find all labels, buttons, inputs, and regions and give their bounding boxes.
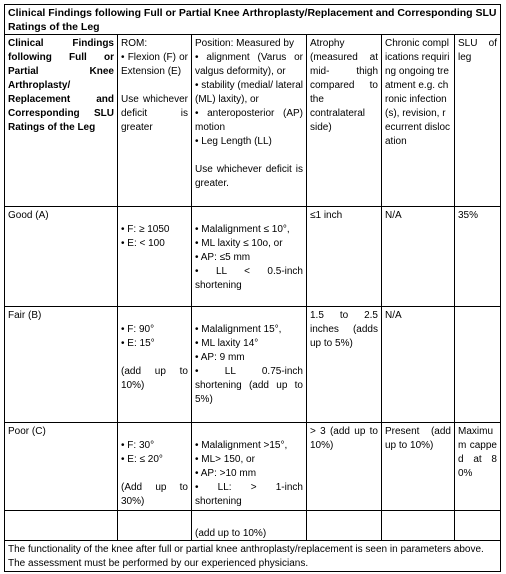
row-c-rom-note: (Add up to 30%) (121, 482, 188, 507)
row-c-position (192, 439, 306, 509)
list-item: • ML laxity 14° (195, 338, 259, 349)
header-rom-note: Use whichever deficit is greater (121, 94, 188, 133)
header-rom (118, 37, 191, 135)
row-c-grade: Poor (C) (8, 426, 46, 437)
row-c-rom (118, 439, 191, 509)
row-b-rom (118, 323, 191, 393)
header-atrophy: Atrophy (measured at mid- thigh compared to the contralateral side) (310, 38, 378, 133)
row-b-grade: Fair (B) (8, 310, 42, 321)
list-item: • E: ≤ 20° (121, 454, 163, 465)
row-a-chronic: N/A (385, 210, 402, 221)
header-position (192, 37, 306, 191)
row-b-chronic: N/A (385, 310, 402, 321)
header-position-note: Use whichever deficit is greater. (195, 164, 303, 189)
list-item: • E: < 100 (121, 238, 165, 249)
list-item: • ML> 150, or (195, 454, 255, 465)
header-position-item: • stability (medial/ lateral (ML) laxity), or (195, 80, 303, 105)
list-item: • F: ≥ 1050 (121, 224, 170, 235)
header-position-label: Position: Measured by (195, 38, 294, 49)
header-rom-label: ROM: (121, 38, 148, 49)
list-item: • Malalignment ≤ 10°, (195, 224, 290, 235)
list-item: • E: 15° (121, 338, 155, 349)
row-b-position (192, 323, 306, 407)
row-c-slu: Maximum capped at 80% (458, 426, 497, 479)
row-b-rom-note: (add up to 10%) (121, 366, 188, 391)
row-a-slu: 35% (458, 210, 479, 221)
list-item: • LL < 0.5-inch shortening (195, 266, 303, 291)
table-title: Clinical Findings following Full or Partial Knee Arthroplasty/Replacement and Corresponding SLU Ratings of the Leg (8, 7, 497, 33)
header-position-item: • alignment (Varus or valgus deformity), or (195, 52, 303, 77)
header-slu: SLU of leg (458, 38, 497, 63)
table-border-bottom (4, 571, 501, 572)
list-item: • ML laxity ≤ 10o, or (195, 238, 283, 249)
row-a-grade: Good (A) (8, 210, 49, 221)
row-c-chronic: Present (add up to 10%) (385, 426, 451, 451)
row-b-atrophy: 1.5 to 2.5 inches (adds up to 5%) (310, 310, 378, 349)
row-a-atrophy: ≤1 inch (310, 210, 343, 221)
title-divider (4, 34, 501, 35)
list-item: • LL: > 1-inch shortening (195, 482, 303, 507)
header-chronic: Chronic complications requiring ongoing treatment e.g. chronic infection(s), revision, recurrent dislocation (385, 38, 451, 147)
table-border-top (4, 4, 501, 5)
row-a-position (192, 223, 306, 293)
table-border-right (500, 4, 501, 572)
header-divider (4, 206, 501, 207)
header-rom-item: • Flexion (F) or Extension (E) (121, 52, 188, 77)
row-c-atrophy: > 3 (add up to 10%) (310, 426, 378, 451)
list-item: • F: 30° (121, 440, 155, 451)
list-item: • LL 0.75-inch shortening (add up to 5%) (195, 366, 303, 405)
list-item: • AP: ≤5 mm (195, 252, 251, 263)
list-item: • Malalignment 15°, (195, 324, 282, 335)
row-a-rom (118, 223, 191, 251)
row-divider-b (4, 422, 501, 423)
header-position-item: • Leg Length (LL) (195, 136, 272, 147)
footer-note: The functionality of the knee after full or partial knee anthroplasty/replacement is seen in parameters above. The assessment must be performed by our experienced physicians. (8, 544, 484, 569)
list-item: • Malalignment >15°, (195, 440, 288, 451)
row-divider-c (4, 510, 501, 511)
header-position-item: • anteroposterior (AP) motion (195, 108, 303, 133)
list-item: • AP: >10 mm (195, 468, 257, 479)
list-item: • F: 90° (121, 324, 155, 335)
row-divider-a (4, 306, 501, 307)
row-c-position-note: (add up to 10%) (195, 528, 267, 539)
header-clinical-findings: Clinical Findings following Full or Partial Knee Arthroplasty/ Replacement and Corresponding SLU Ratings of the Leg (8, 38, 114, 133)
list-item: • AP: 9 mm (195, 352, 245, 363)
